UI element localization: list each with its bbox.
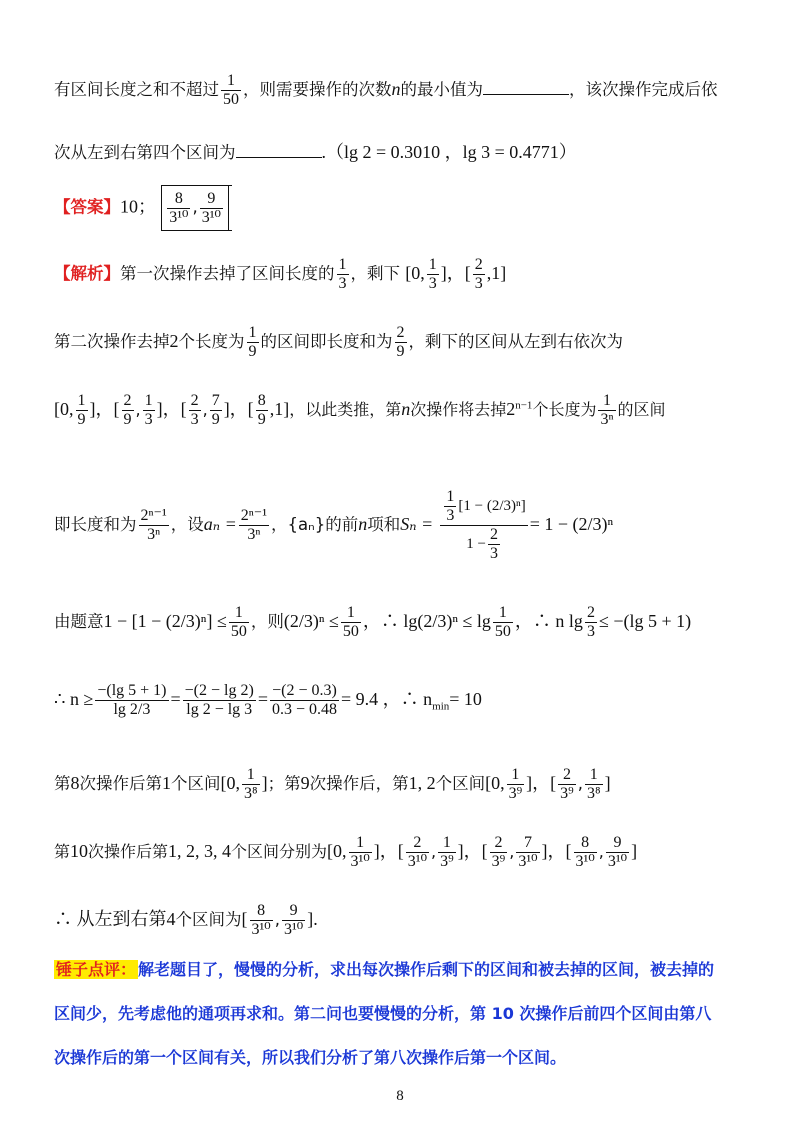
- text: 第一次操作去掉了区间长度的: [120, 264, 335, 283]
- text: ，则需要操作的次数: [243, 80, 392, 99]
- comment-text: 区间少，先考虑他的通项再求和。第二问也要慢慢的分析，第 10 次操作后前四个区间由第八: [54, 1004, 712, 1023]
- text: 次从左到右第四个区间为: [54, 143, 236, 162]
- comment-line-1: [54, 958, 754, 982]
- analysis-line-8: 第10次操作后第1, 2, 3, 4个区间分别为[0, $\frac{1}{\text{3¹⁰}}$ ]，[ $\frac{2}{\text{3¹⁰}}$ , $\frac{1}{\text{3⁹}}$ ]，[ $\frac{2}{\text{3⁹}}$ , $\frac{7}{\text{3¹⁰}}$ ]，[ $\frac{8}{\text{3¹⁰}}$ , $\frac{9}{\text{3¹⁰}}$ ]: [54, 834, 638, 870]
- page-number: 8: [396, 1088, 404, 1104]
- problem-line-1: [54, 72, 754, 109]
- text: ，该次操作完成后依: [569, 80, 718, 99]
- answer-value: 10；: [120, 196, 156, 217]
- interval-bracket: $\frac{8}{\text{3¹⁰}}$ , $\frac{9}{\text{3¹⁰}}$: [161, 185, 232, 231]
- analysis-line-4: 即长度和为 $\frac{\text{2ⁿ⁻¹}}{\text{3ⁿ}}$ ，设aₙ = $\frac{\text{2ⁿ⁻¹}}{\text{3ⁿ}}$ ，{aₙ}的前n项和Sₙ = $\frac{1}{3}$ [1 − (2/3)ⁿ] 1 − $\frac{2}{3}$ = 1 − (2/3)ⁿ: [54, 488, 614, 562]
- analysis-line-1: 【解析】第一次操作去掉了区间长度的 $\frac{1}{3}$ ，剩下 [0, $\frac{1}{3}$ ]，[ $\frac{2}{3}$ ,1]: [54, 256, 507, 292]
- analysis-line-7: 第8次操作后第1个区间[0, $\frac{1}{\text{3⁸}}$ ]；第9次操作后，第1, 2个区间[0, $\frac{1}{\text{3⁹}}$ ]，[ $\frac{2}{\text{3⁹}}$ , $\frac{1}{\text{3⁸}}$ ]: [54, 766, 611, 802]
- comment-text: 次操作后的第一个区间有关，所以我们分析了第八次操作后第一个区间。: [54, 1048, 567, 1067]
- analysis-line-6: ∴ n ≥ $\frac{-(\lg 5 + 1)}{\lg 2/3}$ = $\frac{-(2 - \lg 2)}{\lg 2 - \lg 3}$ = $\frac{-(2 - 0.3)}{0.3 - 0.48}$ = 9.4 ，∴ $n_{min}= 10$: [54, 682, 482, 718]
- answer-blank: [483, 78, 569, 95]
- analysis-tag: 【解析】: [54, 264, 120, 283]
- answer-line: [54, 185, 754, 231]
- text: .（lg 2 = 0.3010 ，lg 3 = 0.4771）: [321, 142, 577, 162]
- answer-blank: [236, 141, 322, 158]
- problem-line-2: [54, 140, 754, 165]
- text: ，剩下: [350, 264, 400, 283]
- analysis-line-9: ∴ 从左到右第4个区间为[ $\frac{8}{\text{3¹⁰}}$ , $\frac{9}{\text{3¹⁰}}$ ].: [54, 902, 318, 938]
- text: 有区间长度之和不超过: [54, 80, 219, 99]
- answer-tag: 【答案】: [54, 197, 120, 217]
- comment-line-3: [54, 1046, 754, 1070]
- fraction: $\frac{1}{50}$: [223, 72, 239, 108]
- var-n: n: [391, 79, 401, 99]
- analysis-line-3: [0, $\frac{1}{9}$ ]，[ $\frac{2}{9}$ , $\frac{1}{3}$ ]，[ $\frac{2}{3}$ , $\frac{7}{9}$ ]，[ $\frac{8}{9}$ ,1]，以此类推，第n次操作将去掉$2^{n-1}$个长度为 $\frac{1}{\text{3ⁿ}}$ 的区间: [54, 392, 666, 428]
- analysis-line-5: 由题意1 − [1 − (2/3)ⁿ] ≤ $\frac{1}{50}$ ，则(2/3)ⁿ ≤ $\frac{1}{50}$ ，∴ lg(2/3)ⁿ ≤ lg $\frac{1}{50}$ ，∴ n lg $\frac{2}{3}$ ≤ −(lg 5 + 1): [54, 604, 692, 640]
- sum-fraction: $\frac{1}{3}$ [1 − (2/3)ⁿ] 1 − $\frac{2}{3}$: [440, 488, 527, 563]
- text: 的最小值为: [400, 80, 483, 99]
- analysis-line-2: 第二次操作去掉2个长度为 $\frac{1}{9}$ 的区间即长度和为 $\frac{2}{9}$ ，剩下的区间从左到右依次为: [54, 324, 623, 360]
- comment-line-2: [54, 1002, 754, 1026]
- comment-text: 解老题目了，慢慢的分析，求出每次操作后剩下的区间和被去掉的区间，被去掉的: [138, 960, 715, 979]
- comment-tag: 锤子点评：: [56, 960, 137, 979]
